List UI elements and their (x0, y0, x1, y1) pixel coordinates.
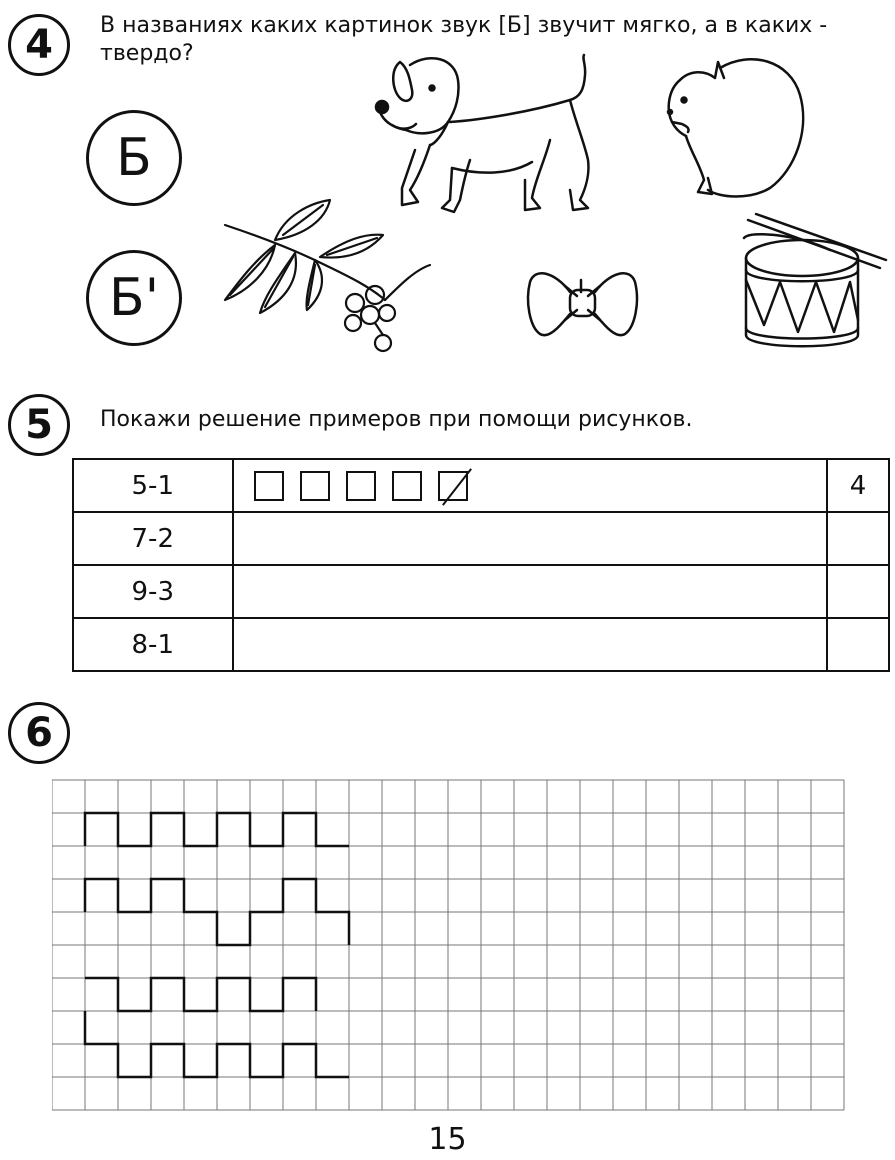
table-row (73, 565, 889, 618)
expression-cell: 8-1 (73, 618, 233, 671)
letter-soft-b-text: Б' (109, 268, 159, 328)
drawing-cell[interactable] (233, 512, 828, 565)
drawing-cell[interactable] (233, 459, 828, 512)
table-row (73, 459, 889, 512)
expression-cell: 9-3 (73, 565, 233, 618)
task-6-number-text: 6 (25, 710, 53, 756)
letter-soft-b (86, 250, 182, 346)
drum-picture (740, 210, 890, 365)
task-4-number-text: 4 (25, 22, 53, 68)
task-4-question: В названиях каких картинок звук [Б] звучит мягко, а в каких - твердо? (100, 13, 828, 66)
square (392, 471, 422, 501)
square (300, 471, 330, 501)
pattern-grid[interactable] (52, 778, 852, 1118)
square (346, 471, 376, 501)
drawing-cell[interactable] (233, 618, 828, 671)
task-4-number (8, 14, 70, 76)
page-number: 15 (428, 1122, 467, 1157)
letter-hard-b (86, 110, 182, 206)
letter-hard-b-text: Б (116, 128, 152, 188)
bow-tie-picture (525, 262, 640, 344)
expression-cell: 7-2 (73, 512, 233, 565)
task-6-number (8, 702, 70, 764)
task-5-number-text: 5 (25, 402, 53, 448)
examples-table (72, 458, 890, 672)
square (254, 471, 284, 501)
expression-cell: 5-1 (73, 459, 233, 512)
answer-cell[interactable]: 4 (827, 459, 889, 512)
squares-drawing (234, 471, 827, 501)
rowan-branch-picture (215, 195, 445, 360)
squirrel-picture (660, 50, 810, 200)
table-row (73, 618, 889, 671)
answer-cell[interactable] (827, 618, 889, 671)
task-5-instruction: Покажи решение примеров при помощи рисунков. (100, 407, 693, 432)
grid-svg (52, 778, 852, 1114)
answer-cell[interactable] (827, 565, 889, 618)
table-row (73, 512, 889, 565)
drawing-cell[interactable] (233, 565, 828, 618)
crossed-square (438, 471, 468, 501)
pattern-line-3 (85, 978, 316, 1011)
answer-cell[interactable] (827, 512, 889, 565)
pattern-line-1 (85, 813, 349, 846)
task-5-number (8, 394, 70, 456)
